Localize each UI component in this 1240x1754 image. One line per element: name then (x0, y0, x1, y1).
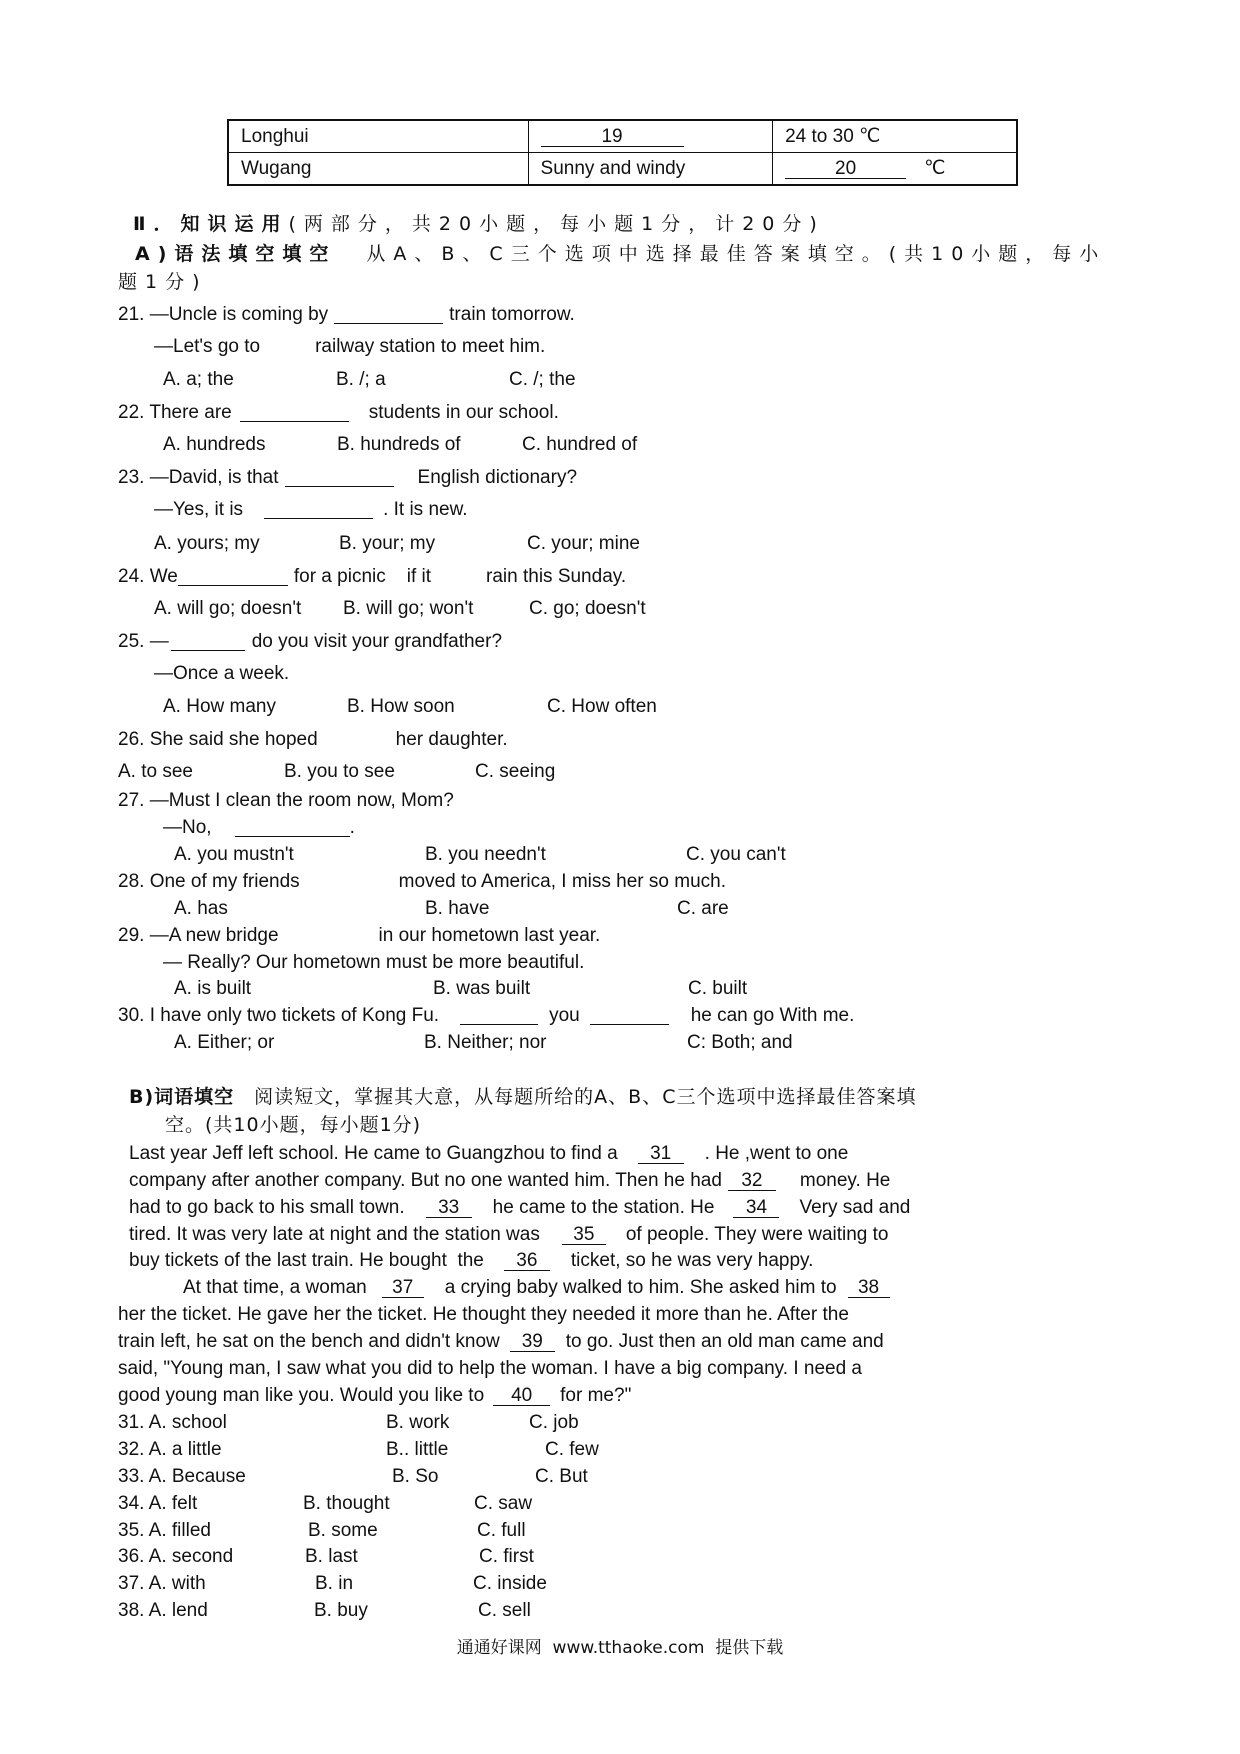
answer-blank (590, 1023, 669, 1025)
question-38-options (0, 1599, 1240, 1623)
option-b: B. in (315, 1573, 354, 1594)
reply-text: —Yes, it is (154, 499, 244, 520)
option-a: A. Either; or (174, 1032, 275, 1053)
answer-blank-20: 20 (785, 159, 906, 179)
section-a-heading (135, 242, 1106, 266)
question-23-reply (154, 498, 468, 522)
blank-37: 37 (382, 1278, 424, 1298)
question-26-stem (118, 728, 508, 752)
option-c: C. job (529, 1412, 579, 1433)
answer-blank (178, 584, 288, 586)
blank-36: 36 (504, 1251, 550, 1271)
question-34-options (0, 1492, 1240, 1516)
table-row (228, 120, 1017, 153)
option-a: 33. A. Because (118, 1466, 246, 1487)
question-25-stem (118, 630, 502, 654)
stem-text: 26. She said she hoped (118, 729, 318, 750)
passage-text: company after another company. But no one wanted him. Then he had (129, 1170, 722, 1191)
option-a: A. will go; doesn't (154, 598, 302, 619)
stem-text: do you visit your grandfather? (251, 631, 503, 652)
question-22-stem (118, 401, 559, 425)
passage-line (129, 1249, 813, 1273)
question-24-options (0, 597, 1240, 621)
section-b-instruction-cont: 空。(共10小题，每小题1分) (165, 1114, 422, 1136)
stem-text: English dictionary? (417, 467, 578, 488)
passage-text: a crying baby walked to him. She asked him to (444, 1277, 837, 1298)
part-2-note: (两部分，共20小题，每小题1分，计20分) (288, 213, 825, 235)
passage-text: Last year Jeff left school. He came to Guangzhou to find a (129, 1143, 618, 1164)
stem-text: 30. I have only two tickets of Kong Fu. (118, 1005, 440, 1026)
blank-34: 34 (733, 1198, 779, 1218)
section-b-label: B)词语填空 (129, 1086, 235, 1108)
stem-text: train tomorrow. (449, 304, 575, 325)
blank-40: 40 (493, 1386, 550, 1406)
passage-text: Very sad and (799, 1197, 911, 1218)
stem-text: 28. One of my friends (118, 871, 300, 892)
option-b: B. some (308, 1520, 378, 1541)
passage-text: money. He (799, 1170, 891, 1191)
option-c: C. built (688, 978, 748, 999)
stem-text: 29. —A new bridge (118, 925, 279, 946)
question-27-reply (163, 816, 355, 840)
question-33-options (0, 1465, 1240, 1489)
stem-text: rain this Sunday. (486, 566, 627, 587)
option-a: A. you mustn't (174, 844, 294, 865)
option-b: B. you to see (284, 761, 395, 782)
answer-blank (235, 835, 350, 837)
question-25-options (0, 695, 1240, 719)
answer-blank (240, 420, 349, 422)
option-c: C. sell (478, 1600, 531, 1621)
passage-line (129, 1142, 848, 1166)
option-c: C: Both; and (687, 1032, 793, 1053)
option-c: C. saw (474, 1493, 533, 1514)
part-2-heading (133, 212, 825, 236)
option-a: 38. A. lend (118, 1600, 208, 1621)
passage-line: said, "Young man, I saw what you did to help the woman. I have a big company. I need a (118, 1358, 862, 1379)
question-24-stem (118, 565, 626, 589)
option-a: 34. A. felt (118, 1493, 198, 1514)
passage-text: . He ,went to one (704, 1143, 849, 1164)
celsius-unit: ℃ (924, 158, 946, 179)
option-b: B. buy (314, 1600, 368, 1621)
stem-text: in our hometown last year. (378, 925, 601, 946)
weather-table (227, 119, 1018, 186)
blank-38: 38 (848, 1278, 890, 1298)
passage-text: he came to the station. He (492, 1197, 715, 1218)
passage-text: of people. They were waiting to (625, 1224, 889, 1245)
option-c: C. are (677, 898, 729, 919)
option-c: C. full (477, 1520, 526, 1541)
question-21-reply (154, 335, 545, 359)
reply-text: . (349, 817, 355, 838)
temperature-cell: 24 to 30 ℃ (773, 120, 1017, 153)
option-c: C. first (479, 1546, 534, 1567)
option-a: 32. A. a little (118, 1439, 222, 1460)
option-c: C. go; doesn't (529, 598, 646, 619)
answer-blank (264, 517, 373, 519)
passage-text: ticket, so he was very happy. (570, 1250, 814, 1271)
stem-text: students in our school. (368, 402, 559, 423)
page-footer: 通通好课网 www.tthaoke.com 提供下载 (456, 1638, 784, 1658)
option-a: A. is built (174, 978, 252, 999)
section-b-heading (129, 1085, 916, 1109)
part-2-title: Ⅱ．知识运用 (133, 213, 289, 235)
option-b: B. work (386, 1412, 450, 1433)
option-b: B. How soon (347, 696, 455, 717)
option-c: C. seeing (475, 761, 556, 782)
passage-text: tired. It was very late at night and the station was (129, 1224, 540, 1245)
passage-text: good young man like you. Would you like to (118, 1385, 485, 1406)
stem-text: moved to America, I miss her so much. (398, 871, 726, 892)
option-a: A. hundreds (163, 434, 266, 455)
option-b: B. was built (433, 978, 531, 999)
city-cell: Longhui (228, 120, 528, 153)
question-26-options (0, 760, 1240, 784)
question-32-options (0, 1438, 1240, 1462)
passage-line (118, 1384, 631, 1408)
passage-text: buy tickets of the last train. He bought the (129, 1250, 484, 1271)
option-a: 31. A. school (118, 1412, 227, 1433)
blank-32: 32 (728, 1171, 776, 1191)
question-23-options (0, 532, 1240, 556)
reply-text: . It is new. (383, 499, 468, 520)
option-a: A. How many (163, 696, 276, 717)
option-b: B. have (425, 898, 490, 919)
option-a: A. a; the (163, 369, 234, 390)
option-b: B. last (305, 1546, 358, 1567)
passage-text: for me?" (560, 1385, 632, 1406)
stem-text: 24. We (118, 566, 178, 587)
weather-cell: Sunny and windy (528, 153, 773, 186)
section-a-label: A)语法填空填空 (135, 243, 337, 265)
reply-text: —Let's go to (154, 336, 261, 357)
reply-text: —No, (163, 817, 212, 838)
answer-blank-19: 19 (541, 127, 684, 147)
answer-blank (334, 322, 443, 324)
option-c: C. you can't (686, 844, 786, 865)
passage-line (129, 1196, 910, 1220)
option-a: A. to see (118, 761, 193, 782)
passage-line (129, 1169, 890, 1193)
option-c: C. hundred of (522, 434, 638, 455)
option-a: A. yours; my (154, 533, 260, 554)
section-a-instruction: 从A、B、C三个选项中选择最佳答案填空。(共10小题，每小 (366, 243, 1107, 265)
option-c: C. /; the (509, 369, 576, 390)
temperature-cell (773, 153, 1017, 186)
question-29-reply: — Really? Our hometown must be more beautiful. (163, 952, 585, 973)
question-36-options (0, 1545, 1240, 1569)
answer-blank (460, 1023, 538, 1025)
weather-cell (528, 120, 773, 153)
blank-35: 35 (562, 1225, 606, 1245)
section-a-instruction-cont: 题1分) (118, 271, 208, 293)
question-28-options (0, 897, 1240, 921)
passage-line (129, 1223, 889, 1247)
stem-text: you (549, 1005, 580, 1026)
section-b-instruction: 阅读短文，掌握其大意，从每题所给的A、B、C三个选项中选择最佳答案填 (254, 1086, 917, 1108)
option-b: B. Neither; nor (424, 1032, 547, 1053)
passage-text: to go. Just then an old man came and (565, 1331, 884, 1352)
blank-33: 33 (426, 1198, 472, 1218)
stem-text: 22. There are (118, 402, 232, 423)
question-29-options (0, 977, 1240, 1001)
option-a: A. has (174, 898, 228, 919)
question-27-stem: 27. —Must I clean the room now, Mom? (118, 790, 454, 811)
question-23-stem (118, 466, 577, 490)
passage-text: train left, he sat on the bench and didn't know (118, 1331, 500, 1352)
question-35-options (0, 1519, 1240, 1543)
option-b: B. your; my (339, 533, 436, 554)
question-28-stem (118, 870, 726, 894)
option-b: B. /; a (336, 369, 386, 390)
option-a: 35. A. filled (118, 1520, 211, 1541)
option-c: C. your; mine (527, 533, 640, 554)
stem-text: he can go With me. (690, 1005, 855, 1026)
question-27-options (0, 843, 1240, 867)
question-21-stem (118, 303, 575, 327)
option-c: C. How often (547, 696, 657, 717)
option-a: 37. A. with (118, 1573, 206, 1594)
table-row (228, 153, 1017, 186)
passage-line (183, 1276, 890, 1300)
question-22-options (0, 433, 1240, 457)
question-25-reply: —Once a week. (154, 663, 290, 684)
question-31-options (0, 1411, 1240, 1435)
option-b: B. thought (303, 1493, 390, 1514)
option-b: B. will go; won't (343, 598, 474, 619)
question-30-stem (118, 1004, 854, 1028)
passage-text: had to go back to his small town. (129, 1197, 405, 1218)
option-c: C. few (545, 1439, 599, 1460)
question-30-options (0, 1031, 1240, 1055)
stem-text: 23. —David, is that (118, 467, 279, 488)
question-29-stem (118, 924, 600, 948)
option-c: C. But (535, 1466, 588, 1487)
passage-text: At that time, a woman (183, 1277, 367, 1298)
question-37-options (0, 1572, 1240, 1596)
stem-text: for a picnic (293, 566, 386, 587)
blank-39: 39 (510, 1332, 555, 1352)
stem-text: 21. —Uncle is coming by (118, 304, 329, 325)
option-b: B. you needn't (425, 844, 546, 865)
passage-line: her the ticket. He gave her the ticket. He thought they needed it more than he. After the (118, 1304, 849, 1325)
blank-31: 31 (638, 1144, 684, 1164)
answer-blank (285, 485, 394, 487)
question-21-options (0, 368, 1240, 392)
stem-text: her daughter. (395, 729, 508, 750)
option-b: B. So (392, 1466, 439, 1487)
city-cell: Wugang (228, 153, 528, 186)
option-b: B.. little (386, 1439, 449, 1460)
option-a: 36. A. second (118, 1546, 234, 1567)
stem-text: if it (406, 566, 432, 587)
answer-blank (171, 649, 245, 651)
stem-text: 25. — (118, 631, 169, 652)
option-c: C. inside (473, 1573, 547, 1594)
reply-text: railway station to meet him. (315, 336, 546, 357)
option-b: B. hundreds of (337, 434, 461, 455)
passage-line (118, 1330, 884, 1354)
